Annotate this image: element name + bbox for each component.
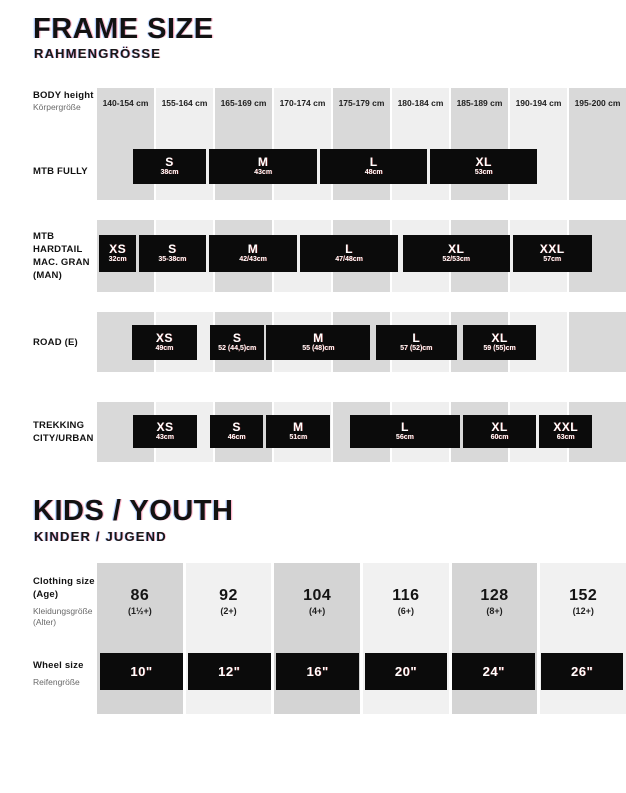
size-letter: M [247, 242, 259, 256]
row-stripes [97, 312, 626, 372]
body-height-label-de: Körpergröße [33, 102, 81, 112]
size-pill [539, 415, 592, 448]
height-column [274, 88, 331, 142]
size-pill [132, 325, 197, 360]
size-dimension: 51cm [289, 434, 308, 441]
size-pill [513, 235, 592, 272]
height-range: 190-194 cm [515, 98, 562, 108]
size-letter: XL [491, 420, 508, 434]
size-dimension: 48cm [364, 169, 383, 176]
height-range: 180-184 cm [397, 98, 444, 108]
size-dimension: 63cm [556, 434, 575, 441]
size-dimension: 38cm [160, 169, 179, 176]
row-label-text: TREKKING [33, 420, 85, 431]
size-pill [430, 149, 537, 184]
size-letter: L [369, 155, 378, 169]
kids-column [274, 563, 360, 650]
size-dimension: 57cm [543, 256, 562, 263]
clothing-size-value: 104 [303, 587, 332, 604]
body-height-label-en: BODY height [33, 90, 94, 101]
column-stripe [569, 312, 626, 372]
size-letter: S [232, 331, 242, 345]
body-height-label [33, 88, 97, 142]
height-range: 195-200 cm [574, 98, 621, 108]
height-column [510, 88, 567, 142]
row-clothing-size [0, 563, 626, 650]
height-columns [97, 88, 626, 142]
size-pill [139, 235, 206, 272]
size-letter: L [345, 242, 353, 256]
size-pill [376, 325, 457, 360]
clothing-size-value: 92 [219, 587, 238, 604]
row-label-text: MTB HARDTAIL [33, 231, 83, 255]
size-letter: XS [109, 242, 127, 256]
size-pill [133, 149, 206, 184]
size-dimension: 35-38cm [158, 256, 187, 263]
size-dimension: 52 (44,5)cm [218, 345, 257, 352]
kids-youth-subtitle: KINDER / JUGEND [34, 529, 167, 544]
size-letter: M [313, 331, 324, 345]
height-range: 185-189 cm [456, 98, 503, 108]
row-stripes [97, 142, 626, 200]
clothing-label-en: Clothing size [33, 576, 95, 587]
row-label-text: (MAN) [33, 270, 62, 281]
height-range: 170-174 cm [279, 98, 326, 108]
size-dimension: 43cm [254, 169, 273, 176]
size-letter: XL [475, 155, 492, 169]
wheel-label-de: Reifengröße [33, 677, 80, 687]
size-pill [463, 325, 536, 360]
height-column [392, 88, 449, 142]
column-stripe [569, 142, 626, 200]
age-value: (8+) [486, 606, 503, 616]
height-column [333, 88, 390, 142]
size-letter: XL [491, 331, 508, 345]
kids-column [363, 563, 449, 650]
clothing-size-value: 152 [569, 587, 598, 604]
wheel-size-pill: 26" [541, 653, 624, 690]
clothing-label-de: Kleidungsgröße [33, 606, 93, 616]
size-letter: XXL [539, 242, 565, 256]
body-height-header-row [0, 88, 626, 142]
height-column [569, 88, 626, 142]
wheel-size-pill: 24" [452, 653, 535, 690]
size-pill [266, 415, 330, 448]
row-mtb-hardtail [0, 220, 626, 292]
row-label-text: ROAD (E) [33, 336, 78, 348]
row-mtb-fully [0, 142, 626, 200]
height-column [156, 88, 213, 142]
row-label-road [33, 312, 97, 372]
size-letter: S [168, 242, 177, 256]
size-dimension: 43cm [156, 434, 174, 441]
row-label-text: MAC. GRAN [33, 257, 90, 268]
row-label-trekking [33, 402, 97, 462]
size-dimension: 59 (55)cm [483, 345, 516, 352]
age-value: (12+) [572, 606, 594, 616]
wheel-size-pill: 20" [365, 653, 448, 690]
kids-column [540, 563, 626, 650]
size-letter: XL [448, 242, 465, 256]
age-value: (1½+) [127, 606, 152, 616]
height-range: 140-154 cm [102, 98, 149, 108]
row-label-mtb-hardtail [33, 220, 97, 292]
height-column [215, 88, 272, 142]
size-dimension: 55 (48)cm [302, 345, 335, 352]
size-dimension: 52/53cm [442, 256, 470, 263]
size-dimension: 47/48cm [335, 256, 363, 263]
clothing-size-value: 86 [130, 587, 150, 604]
size-dimension: 57 (52)cm [400, 345, 433, 352]
height-range: 165-169 cm [220, 98, 267, 108]
size-pill [350, 415, 460, 448]
frame-size-title: FRAME SIZE [33, 13, 214, 45]
kids-youth-title: KIDS / YOUTH [33, 495, 234, 527]
age-value: (6+) [397, 606, 414, 616]
size-pill [403, 235, 510, 272]
clothing-size-value: 128 [480, 587, 509, 604]
row-label-text: MTB FULLY [33, 165, 88, 177]
row-trekking [0, 402, 626, 462]
size-letter: M [257, 155, 269, 169]
size-pill [99, 235, 136, 272]
wheel-size-pill: 10" [100, 653, 183, 690]
clothing-label-de: (Alter) [33, 617, 57, 627]
size-pill [209, 235, 297, 272]
height-column [97, 88, 154, 142]
size-dimension: 49cm [155, 345, 174, 352]
size-pill [133, 415, 197, 448]
size-dimension: 60cm [490, 434, 509, 441]
age-value: (2+) [220, 606, 237, 616]
wheel-label-en: Wheel size [33, 660, 84, 671]
size-dimension: 32cm [108, 256, 127, 263]
size-pill [266, 325, 370, 360]
row-stripes [97, 220, 626, 292]
frame-size-subtitle: RAHMENGRÖSSE [34, 46, 162, 61]
size-dimension: 53cm [474, 169, 493, 176]
size-pill [463, 415, 536, 448]
age-value: (4+) [309, 606, 326, 616]
size-dimension: 56cm [395, 434, 414, 441]
kids-column [186, 563, 272, 650]
size-letter: XS [155, 331, 173, 345]
kids-column [452, 563, 538, 650]
size-letter: XXL [553, 420, 579, 434]
kids-columns [97, 563, 626, 650]
wheel-size-pill: 16" [276, 653, 359, 690]
row-label-text: CITY/URBAN [33, 433, 94, 444]
clothing-label-en: (Age) [33, 589, 59, 600]
size-letter: M [293, 420, 304, 434]
row-wheel-size [0, 650, 626, 714]
size-letter: XS [156, 420, 174, 434]
size-dimension: 42/43cm [239, 256, 267, 263]
size-letter: L [400, 420, 409, 434]
wheel-size-pill: 12" [188, 653, 271, 690]
row-label-mtb-fully [33, 142, 97, 200]
size-pill [300, 235, 398, 272]
size-letter: S [165, 155, 174, 169]
size-letter: S [232, 420, 241, 434]
wheel-stripes [97, 650, 626, 714]
size-pill [209, 149, 317, 184]
wheel-size-label [33, 650, 97, 714]
size-letter: L [412, 331, 421, 345]
size-pill [210, 415, 263, 448]
clothing-size-label [33, 563, 97, 650]
row-stripes [97, 402, 626, 462]
height-range: 155-164 cm [161, 98, 208, 108]
clothing-size-value: 116 [392, 587, 420, 604]
size-pill [210, 325, 264, 360]
kids-column [97, 563, 183, 650]
size-dimension: 46cm [227, 434, 246, 441]
size-pill [320, 149, 427, 184]
height-range: 175-179 cm [338, 98, 385, 108]
row-road [0, 312, 626, 372]
height-column [451, 88, 508, 142]
